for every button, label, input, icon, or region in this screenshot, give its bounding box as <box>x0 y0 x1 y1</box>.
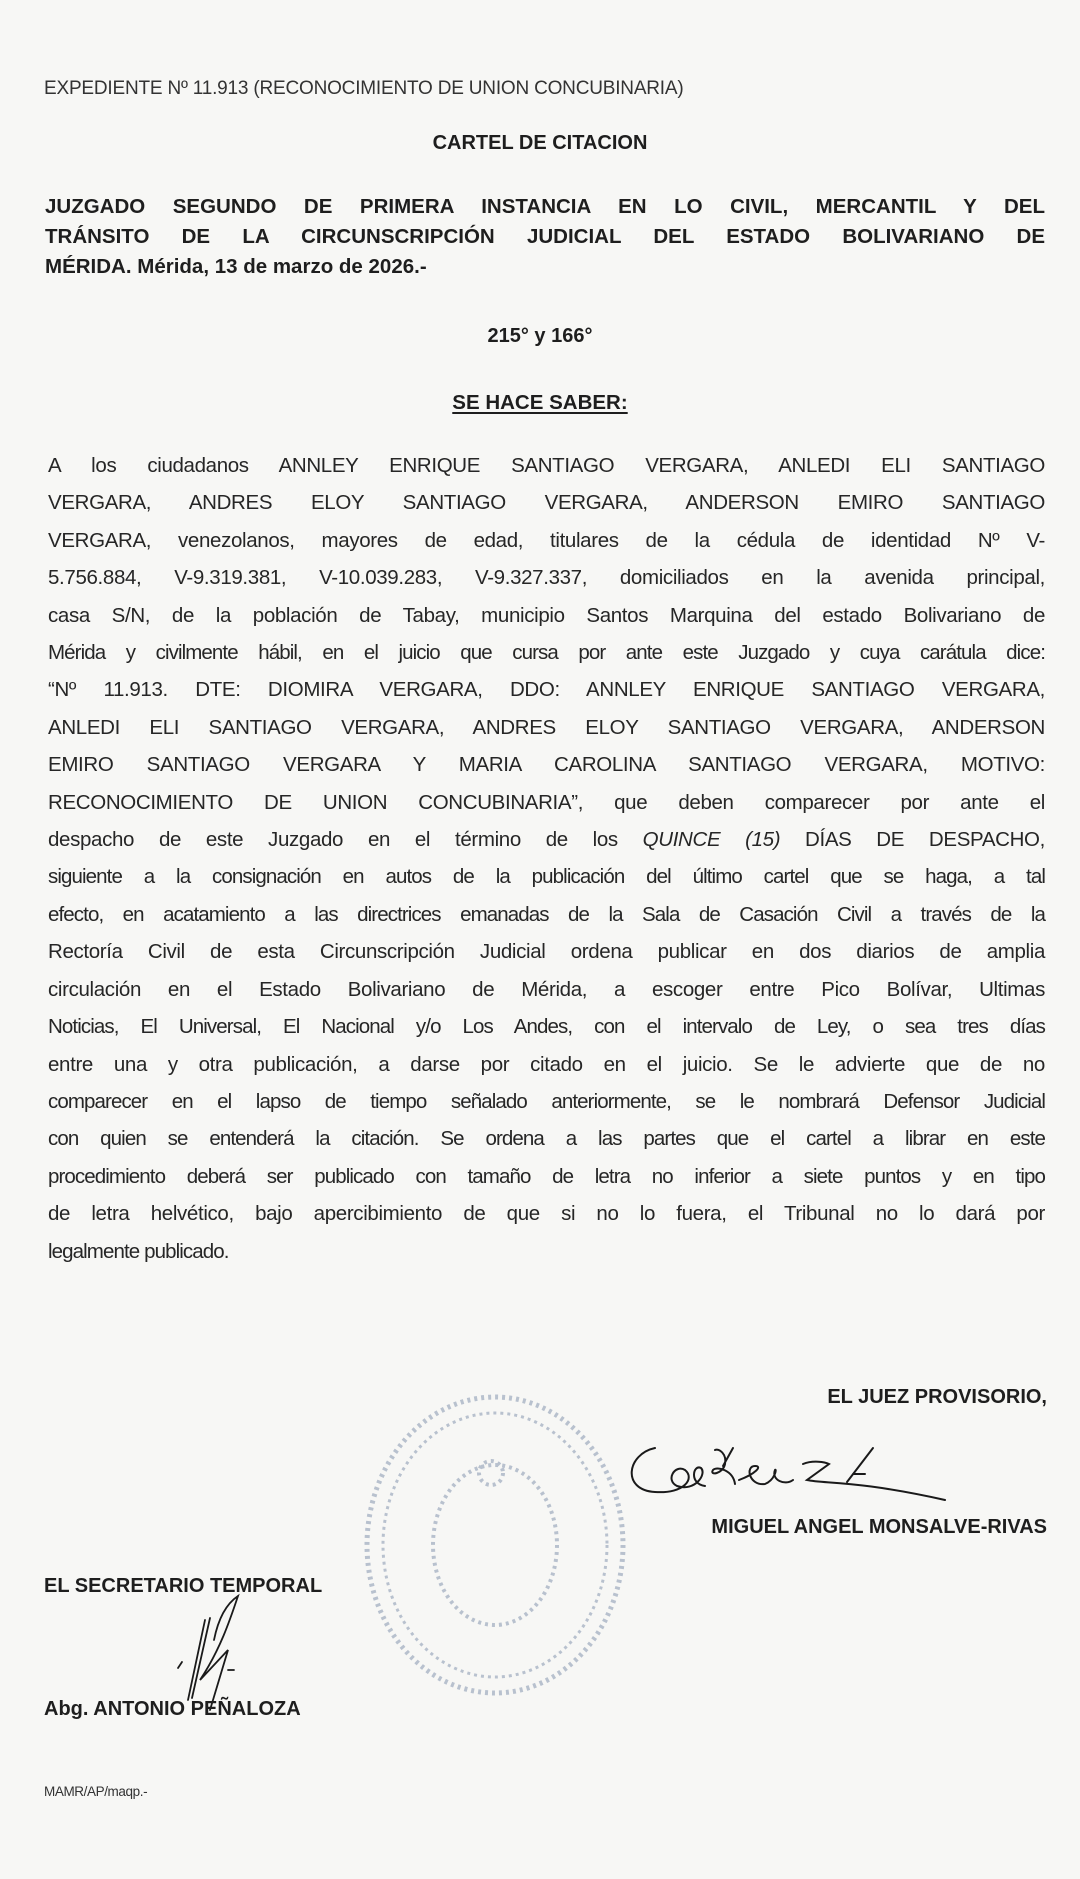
body-line: con quien se entenderá la citación. Se ordena a las partes que el cartel a librar en este <box>48 1127 1045 1151</box>
body-line: de letra helvético, bajo apercibimiento de que si no lo fuera, el Tribunal no lo dará por <box>48 1202 1045 1226</box>
body-line: VERGARA, venezolanos, mayores de edad, titulares de la cédula de identidad Nº V- <box>48 528 1045 552</box>
expediente-number: EXPEDIENTE Nº 11.913 (RECONOCIMIENTO DE UNION CONCUBINARIA) <box>44 78 684 99</box>
body-line: A los ciudadanos ANNLEY ENRIQUE SANTIAGO VERGARA, ANLEDI ELI SANTIAGO <box>48 454 1045 477</box>
body-line: legalmente publicado. <box>48 1239 229 1263</box>
judge-title: EL JUEZ PROVISORIO, <box>827 1386 1047 1408</box>
body-paragraph <box>48 447 1045 1270</box>
term-prefix: despacho de este Juzgado en el término de los <box>48 828 618 852</box>
judge-name: MIGUEL ANGEL MONSALVE-RIVAS <box>711 1516 1047 1538</box>
court-heading <box>45 192 1045 282</box>
years-line: 215° y 166° <box>487 325 593 347</box>
term-suffix: DÍAS DE DESPACHO, <box>805 828 1045 852</box>
secretary-title: EL SECRETARIO TEMPORAL <box>44 1575 323 1597</box>
court-stamp <box>355 1395 635 1705</box>
body-line: siguiente a la consignación en autos de la publicación del último cartel que se haga, a tal <box>48 865 1045 889</box>
term-days-italic: QUINCE (15) <box>642 828 781 852</box>
body-line: 5.756.884, V-9.319.381, V-10.039.283, V-9.327.337, domiciliados en la avenida principal, <box>48 566 1045 590</box>
body-line: circulación en el Estado Bolivariano de Mérida, a escoger entre Pico Bolívar, Ultimas <box>48 977 1045 1001</box>
body-line: procedimiento deberá ser publicado con tamaño de letra no inferior a siete puntos y en tipo <box>48 1164 1045 1188</box>
document-title: CARTEL DE CITACION <box>432 132 648 154</box>
court-line-date: MÉRIDA. Mérida, 13 de marzo de 2026.- <box>45 255 427 278</box>
judge-signature <box>615 1440 1035 1520</box>
body-line: efecto, en acatamiento a las directrices emanadas de la Sala de Casación Civil a través de la <box>48 902 1045 926</box>
court-line: TRÁNSITO DE LA CIRCUNSCRIPCIÓN JUDICIAL DEL ESTADO BOLIVARIANO DE <box>45 225 1045 248</box>
body-line: “Nº 11.913. DTE: DIOMIRA VERGARA, DDO: ANNLEY ENRIQUE SANTIAGO VERGARA, <box>48 678 1045 702</box>
body-line: ANLEDI ELI SANTIAGO VERGARA, ANDRES ELOY SANTIAGO VERGARA, ANDERSON <box>48 715 1045 739</box>
body-line-term <box>48 821 1045 858</box>
body-line: Rectoría Civil de esta Circunscripción Judicial ordena publicar en dos diarios de amplia <box>48 940 1045 964</box>
body-line: Noticias, El Universal, El Nacional y/o Los Andes, con el intervalo de Ley, o sea tres días <box>48 1015 1045 1039</box>
body-line: entre una y otra publicación, a darse por citado en el juicio. Se le advierte que de no <box>48 1052 1045 1076</box>
se-hace-saber-heading: SE HACE SABER: <box>452 391 628 414</box>
body-line: comparecer en el lapso de tiempo señalado anteriormente, se le nombrará Defensor Judicial <box>48 1089 1045 1113</box>
body-line: VERGARA, ANDRES ELOY SANTIAGO VERGARA, ANDERSON EMIRO SANTIAGO <box>48 491 1045 515</box>
secretary-name: Abg. ANTONIO PEÑALOZA <box>44 1698 301 1720</box>
court-line: JUZGADO SEGUNDO DE PRIMERA INSTANCIA EN LO CIVIL, MERCANTIL Y DEL <box>45 195 1045 218</box>
body-line: EMIRO SANTIAGO VERGARA Y MARIA CAROLINA SANTIAGO VERGARA, MOTIVO: <box>48 753 1045 777</box>
body-line: RECONOCIMIENTO DE UNION CONCUBINARIA”, que deben comparecer por ante el <box>48 790 1045 814</box>
body-line: Mérida y civilmente hábil, en el juicio que cursa por ante este Juzgado y cuya carátula dice: <box>48 641 1045 665</box>
document-initials: MAMR/AP/maqp.- <box>44 1784 148 1799</box>
body-line: casa S/N, de la población de Tabay, municipio Santos Marquina del estado Bolivariano de <box>48 603 1045 627</box>
